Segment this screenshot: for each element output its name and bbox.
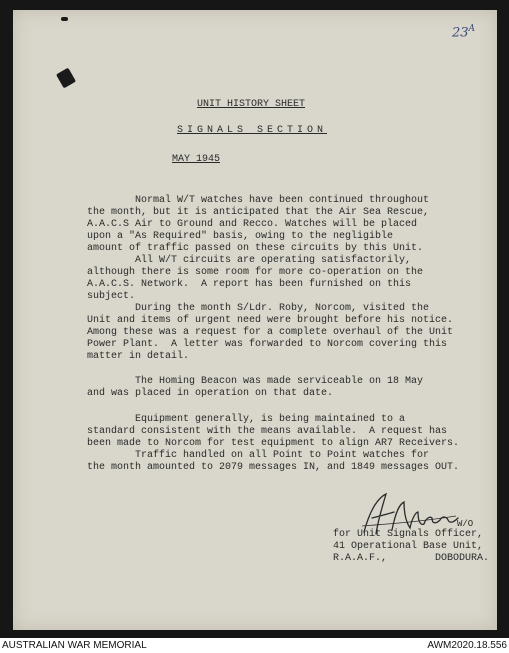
text-line: subject. (87, 291, 136, 302)
document-page (13, 10, 497, 630)
text-line: Unit and items of urgent need were brought before his notice. (87, 315, 454, 326)
archive-reference: AWM2020.18.556 (427, 640, 507, 651)
text-line: The Homing Beacon was made serviceable on 18 May (87, 376, 424, 387)
signature-line: 41 Operational Base Unit, (333, 541, 484, 552)
text-line: and was placed in operation on that date. (87, 388, 334, 399)
text-line: During the month S/Ldr. Roby, Norcom, visited the (87, 303, 430, 314)
text-line: Normal W/T watches have been continued throughout (87, 195, 430, 206)
text-line: the month amounted to 2079 messages IN, and 1849 messages OUT. (87, 462, 460, 473)
punch-hole-mark (61, 17, 68, 21)
text-line: A.A.C.S. Network. A report has been furnished on this (87, 279, 412, 290)
text-line: Traffic handled on all Point to Point watches for (87, 450, 430, 461)
page-number: $23^A$ (451, 24, 475, 41)
paragraph-1 (87, 195, 487, 255)
text-line: All W/T circuits are operating satisfactorily, (87, 255, 412, 266)
section-heading: SIGNALS SECTION (176, 125, 327, 136)
paper-clip-mark (56, 68, 76, 89)
text-line: Equipment generally, is being maintained to a (87, 414, 406, 425)
paragraph-5 (87, 414, 487, 450)
signature-block (333, 529, 489, 565)
document-title: UNIT HISTORY SHEET (196, 99, 306, 110)
paragraph-4 (87, 376, 487, 400)
text-line: although there is some room for more co-operation on the (87, 267, 424, 278)
date-heading: MAY 1945 (171, 154, 220, 165)
paragraph-6 (87, 450, 487, 474)
text-line: amount of traffic passed on these circuits by this Unit. (87, 243, 424, 254)
text-line: A.A.C.S Air to Ground and Recco. Watches will be placed (87, 219, 418, 230)
text-line: Among these was a request for a complete overhaul of the Unit (87, 327, 454, 338)
text-line: the month, but it is anticipated that the Air Sea Rescue, (87, 207, 430, 218)
text-line: upon a "As Required" basis, owing to the negligible (87, 231, 394, 242)
text-line: standard consistent with the means available. A request has (87, 426, 448, 437)
signature-line: for Unit Signals Officer, (333, 529, 484, 540)
archive-footer (0, 638, 509, 653)
text-line: Power Plant. A letter was forwarded to Norcom covering this (87, 339, 448, 350)
signature-line: R.A.A.F., DOBODURA. (333, 553, 490, 564)
archive-name: AUSTRALIAN WAR MEMORIAL (2, 640, 147, 651)
paragraph-2 (87, 255, 487, 303)
text-line: been made to Norcom for test equipment to align AR7 Receivers. (87, 438, 460, 449)
text-line: matter in detail. (87, 351, 190, 362)
paragraph-3 (87, 303, 487, 363)
rank-suffix: W/O (457, 519, 474, 529)
